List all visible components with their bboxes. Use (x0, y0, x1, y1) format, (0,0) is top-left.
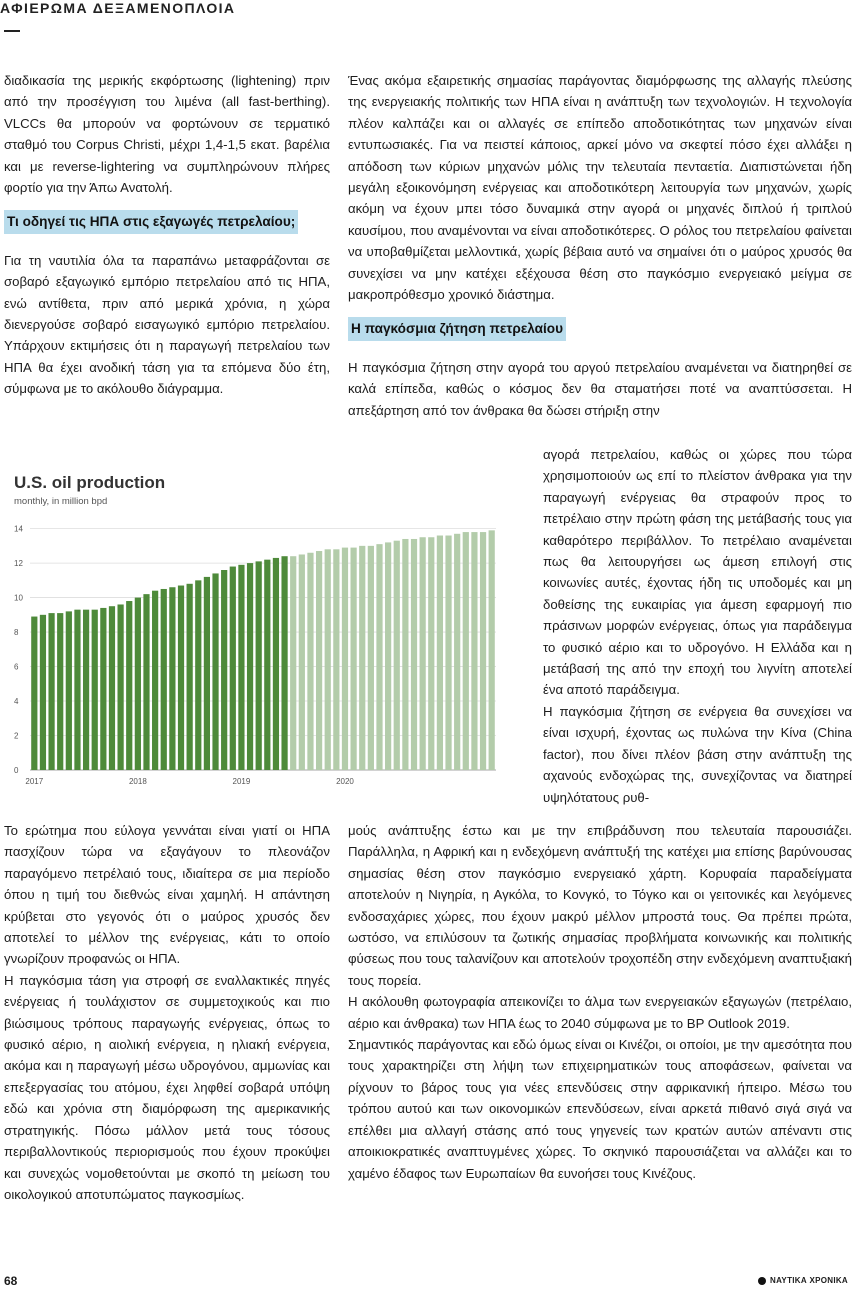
forecast-bar (316, 551, 322, 770)
y-tick-label: 0 (14, 766, 19, 775)
actual-bar (135, 598, 141, 770)
actual-bar (273, 558, 279, 770)
chart-subtitle: monthly, in million bpd (14, 496, 108, 507)
forecast-bar (471, 532, 477, 770)
x-tick-label: 2018 (128, 777, 147, 786)
right-paragraph-5: Σημαντικός παράγοντας και εδώ όμως είναι οι Κινέζοι, οι οποίοι, με την αμεσότητα που τους χαρακτηρίζει στη λήψη των επιχειρηματικών τους αποφάσεων, φαίνεται να ρίχνουν το βάρος τους για νέες επενδύσεις στην αφρικανική ήπειρο. Μέσω του τρόπου αυτού και των οικονομικών επενδύσεων, είναι αρκετά πιθανό σιγά σιγά να επέλθει μια αλλαγή στάσης από τους γηγενείς των κρατών αυτών απέναντι στις αποικιοκρατικές αναπτυγμένες χώρες. Το σκηνικό παρουσιάζεται να αλλάζει και το χαμένο έδαφος των Ευρωπαίων θα ευνοήσει τους Κινέζους. (348, 1037, 852, 1181)
right-column-bottom (348, 820, 852, 1184)
actual-bar (238, 565, 244, 770)
actual-bar (230, 567, 236, 770)
x-tick-label: 2019 (232, 777, 251, 786)
x-tick-label: 2020 (336, 777, 354, 786)
x-tick-label: 2017 (25, 777, 44, 786)
forecast-bar (385, 542, 391, 770)
brand-logo-icon (758, 1277, 766, 1285)
actual-bar (221, 570, 227, 770)
actual-bar (187, 584, 193, 770)
y-tick-label: 2 (14, 731, 19, 741)
forecast-bar (325, 549, 331, 770)
left-column-top (4, 70, 330, 400)
forecast-bar (376, 544, 382, 770)
actual-bar (40, 615, 46, 770)
chart-svg (6, 462, 503, 802)
actual-bar (83, 610, 89, 770)
right-paragraph-4: Η ακόλουθη φωτογραφία απεικονίζει το άλμα των ενεργειακών εξαγωγών (πετρέλαιο, αέριο και άνθρακα) των ΗΠΑ έως το 2040 σύμφωνα με το BP Outlook 2019. (348, 994, 852, 1031)
actual-bar (256, 561, 262, 770)
forecast-bar (351, 548, 357, 770)
brand-name: ΝΑΥΤΙΚΑ ΧΡΟΝΙΚΑ (770, 1276, 848, 1285)
left-paragraph-3: Το ερώτημα που εύλογα γεννάται είναι γιατί οι ΗΠΑ πασχίζουν τώρα να εξαγάγουν το πλεονάζον παραγόμενο πετρέλαιό τους, ιδιαίτερα σε μια περίοδο όπου η τιμή του διεθνώς είναι χαμηλή. Η απάντηση κρύβεται στο γεγονός ότι ο μαύρος χρυσός δεν αποτελεί το μέλλον της ενέργειας, κάτι το οποίο γνωρίζουν προφανώς οι ΗΠΑ. (4, 823, 330, 967)
forecast-bar (489, 530, 495, 770)
right-paragraph-3: μούς ανάπτυξης έστω και με την επιβράδυνση που τελευταία παρουσιάζει. Παράλληλα, η Αφρική και η ενδεχόμενη ανάπτυξή της κατέχει μια επίσης βαρύνουσας σημασίας θέση στον παγκόσμιο ενεργειακό χάρτη. Κορυφαία παραδείγματα αποτελούν η Νιγηρία, η Αγκόλα, το Κονγκό, το Τόγκο και οι γειτονικές και λεγόμενες ενδοσαχάριες χώρες, που έχουν μακρύ μέλλον μπροστά τους. Θα πρέπει πρώτα, ωστόσο, να επιλύσουν τα ζωτικής σημασίας προβλήματα κοινωνικής και πολιτικής φύσεως που τους ταλανίζουν και αποτελούν τροχοπέδη στην ενδεχόμενη αναπτυξιακή τους πορεία. (348, 823, 852, 988)
y-tick-label: 14 (14, 524, 23, 534)
footer-brand (758, 1276, 848, 1285)
actual-bar (281, 556, 287, 770)
actual-bar (66, 611, 72, 770)
actual-bar (109, 606, 115, 770)
forecast-bar (359, 546, 365, 770)
header-dash (4, 30, 20, 32)
forecast-bar (428, 537, 434, 770)
forecast-bar (445, 536, 451, 770)
actual-bar (152, 591, 158, 770)
actual-bar (100, 608, 106, 770)
actual-bar (195, 580, 201, 770)
wrap-paragraph-2: Η παγκόσμια ζήτηση σε ενέργεια θα συνεχίσει να είναι ισχυρή, έχοντας ως πυλώνα την Κίνα (China factor), που δίνει πλέον βάση στην ανάπτυξη της αχανούς ενδοχώρας της, συνεχίζοντας να διατηρεί υψηλότατους ρυθ- (543, 703, 852, 805)
forecast-bar (307, 553, 313, 770)
y-tick-label: 6 (14, 662, 19, 672)
actual-bar (92, 610, 98, 770)
forecast-bar (480, 532, 486, 770)
actual-bar (169, 587, 175, 770)
heading-global-demand: Η παγκόσμια ζήτηση πετρελαίου (348, 317, 566, 340)
us-oil-production-chart (6, 462, 503, 802)
forecast-bar (411, 539, 417, 770)
y-tick-label: 4 (14, 697, 19, 707)
right-column-top (348, 70, 852, 421)
forecast-bar (394, 541, 400, 770)
forecast-bar (299, 554, 305, 770)
actual-bar (48, 613, 54, 770)
actual-bar (204, 577, 210, 770)
actual-bar (264, 560, 270, 770)
actual-bar (178, 586, 184, 770)
left-column-bottom (4, 820, 330, 1205)
actual-bar (31, 617, 37, 770)
heading-us-exports: Τι οδηγεί τις ΗΠΑ στις εξαγωγές πετρελαίου; (4, 210, 298, 233)
right-paragraph-2: Η παγκόσμια ζήτηση στην αγορά του αργού πετρελαίου αναμένεται να διατηρηθεί σε καλά επίπεδα, καθώς ο κόσμος δεν θα σταματήσει ποτέ να αναπτύσσεται. Η απεξάρτηση από τον άνθρακα θα δώσει στήριξη στην (348, 359, 852, 418)
y-tick-label: 8 (14, 628, 19, 638)
right-wrap-column (543, 444, 852, 808)
actual-bar (118, 604, 124, 770)
actual-bar (143, 594, 149, 770)
section-header: ΑΦΙΕΡΩΜΑ ΔΕΞΑΜΕΝΟΠΛΟΙΑ (0, 0, 236, 16)
actual-bar (161, 589, 167, 770)
page-number: 68 (4, 1274, 18, 1288)
forecast-bar (342, 548, 348, 770)
left-paragraph-4: Η παγκόσμια τάση για στροφή σε εναλλακτικές πηγές ενέργειας ή τουλάχιστον σε συμμετοχικούς και πιο βιώσιμους τρόπους παραγωγής ενέργειας, όπως το φυσικό αέριο, η αιολική ενέργεια, η ηλιακή ενέργεια, ακόμα και η παραγωγή μέσω υδρογόνου, αμμωνίας και επεξεργασίας του ατόμου, έχει ληφθεί σοβαρά υπόψη εδώ και χρόνια στη διαμόρφωση της αμερικανικής στρατηγικής. Πόσω μάλλον μετά τους τόσους περιβαλλοντικούς περιορισμούς που έχουν προκύψει και συνεχώς νομοθετούνται με σκοπό τη μείωση του οικολογικού αποτυπώματος παγκοσμίως. (4, 972, 330, 1202)
forecast-bar (290, 556, 296, 770)
actual-bar (247, 563, 253, 770)
forecast-bar (402, 539, 408, 770)
forecast-bar (463, 532, 469, 770)
actual-bar (212, 573, 218, 770)
y-tick-label: 12 (14, 559, 23, 569)
actual-bar (57, 613, 63, 770)
forecast-bar (368, 546, 374, 770)
wrap-paragraph-1: αγορά πετρελαίου, καθώς οι χώρες που τώρα χρησιμοποιούν ως επί το πλείστον άνθρακα για την παραγωγή ενέργειας θα στραφούν προς το πετρέλαιο στην πρώτη φάση της μετάβασής τους για καθαρότερο περιβάλλον. Το πετρέλαιο αναμένεται πως θα λειτουργήσει ως άμεση επιλογή στις κοινωνίες αυτές, έχοντας ήδη τις υποδομές και μη δοθείσης της ευκαιρίας για άμεση εφαρμογή πιο πράσινων μορφών ενέργειας, όπως για παράδειγμα το φυσικό αέριο και το υδρογόνο. Η Ελλάδα και η μετάβασή της από την εποχή του λιγνίτη αποτελεί ένα αποτό παράδειγμα. (543, 447, 852, 698)
forecast-bar (437, 536, 443, 770)
chart-title: U.S. oil production (14, 473, 166, 492)
left-paragraph-1: διαδικασία της μερικής εκφόρτωσης (lightening) πριν από την προσέγγιση του λιμένα (all fast-berthing). VLCCs θα μπορούν να φορτώνουν σε τερματικό σταθμό του Corpus Christi, μέχρι 1,4-1,5 εκατ. βαρέλια και με reverse-lightering να συμπληρώνουν πλήρες φορτίο για την Άπω Ανατολή. (4, 73, 330, 196)
actual-bar (74, 610, 80, 770)
forecast-bar (333, 549, 339, 770)
forecast-bar (420, 537, 426, 770)
right-paragraph-1: Ένας ακόμα εξαιρετικής σημασίας παράγοντας διαμόρφωσης της αλλαγής πλεύσης της ενεργειακής πολιτικής των ΗΠΑ είναι η ανάπτυξη των τεχνολογιών. Η τεχνολογία πλέον καλπάζει και οι αλλαγές σε επίπεδο αποδοτικότητας των μηχανών είναι εντυπωσιακές. Για να πειστεί κάποιος, αρκεί μόνο να σκεφτεί πόσο έχει αλλάξει η απόδοση των κύριων μηχανών μόλις την τελευταία πενταετία. Διαπιστώνεται ήδη μεγάλη εξοικονόμηση ενέργειας και αποδοτικότερη λειτουργία των μηχανών, χωρίς ακόμη να έχουν μπει τόσο δυναμικά στην αγορά οι μηχανές διπλού ή τριπλού καυσίμου, που αναμένονται να είναι αποδοτικότερες. Ο ρόλος του πετρελαίου φαίνεται να υποβαθμίζεται μελλοντικά, χωρίς βέβαια αυτό να σημαίνει ότι ο μαύρος χρυσός θα συνεχίσει να μην κατέχει εξέχουσα θέση στο παγκόσμιο ενεργειακό μείγμα σε μακροπρόθεσμο χρονικό διάστημα. (348, 73, 852, 303)
y-tick-label: 10 (14, 593, 23, 603)
forecast-bar (454, 534, 460, 770)
actual-bar (126, 601, 132, 770)
left-paragraph-2: Για τη ναυτιλία όλα τα παραπάνω μεταφράζονται σε σοβαρό εξαγωγικό εμπόριο πετρελαίου από τις ΗΠΑ, ενώ αντίθετα, πριν από μερικά χρόνια, η χώρα διενεργούσε σοβαρό εισαγωγικό εμπόριο πετρελαίου. Υπάρχουν εκτιμήσεις ότι η παραγωγή πετρελαίου των ΗΠΑ θα έχει ανοδική τάση για τα επόμενα δύο έτη, σύμφωνα με το ακόλουθο διάγραμμα. (4, 252, 330, 397)
